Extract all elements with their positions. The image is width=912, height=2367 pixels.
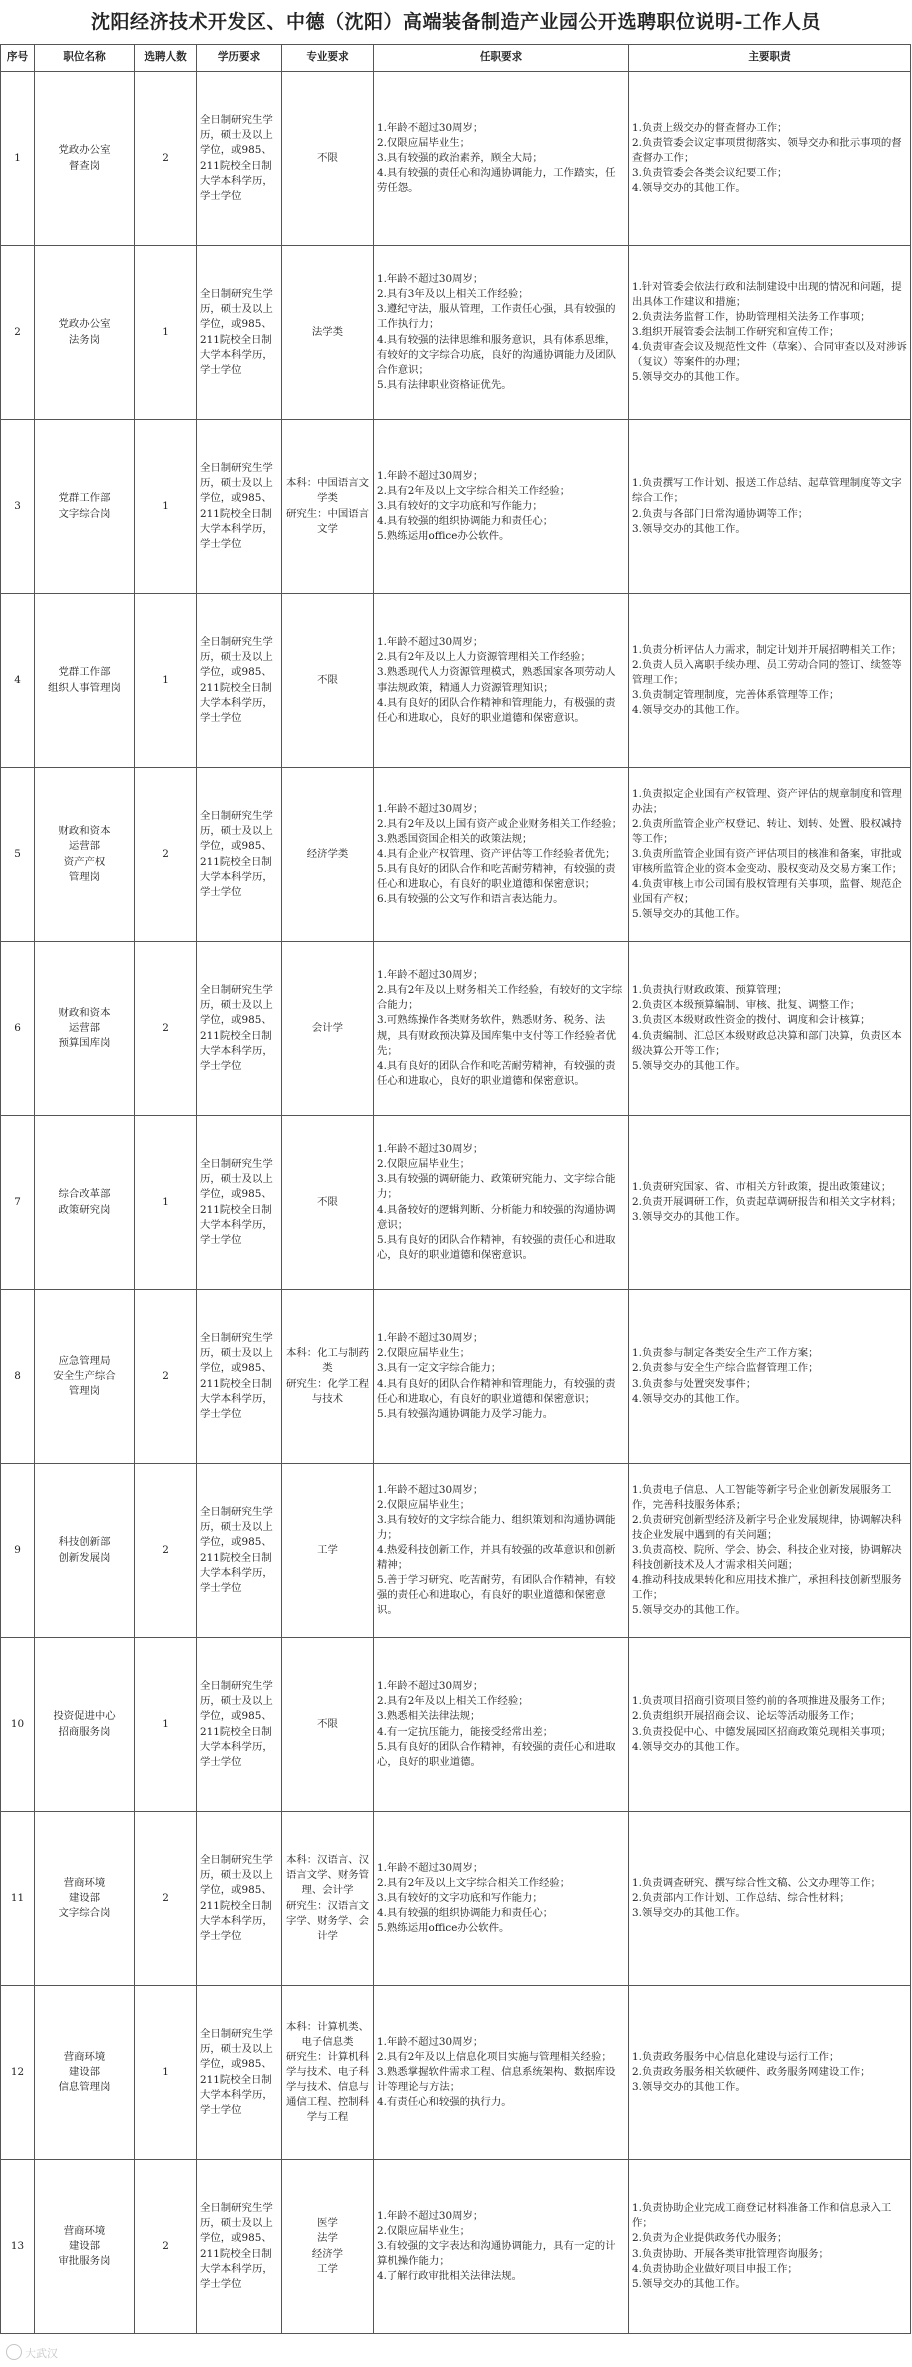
main-duties: 1.负责撰写工作计划、报送工作总结、起草管理制度等文字综合工作； 2.负责与各部门日常沟通协调等工作； 3.领导交办的其他工作。	[629, 420, 911, 594]
table-row	[1, 246, 911, 420]
header-no: 序号	[1, 45, 35, 72]
hire-count: 2	[135, 72, 197, 246]
position-name: 财政和资本 运营部 资产产权 管理岗	[35, 768, 135, 942]
hire-count: 2	[135, 1812, 197, 1986]
job-requirements: 1.年龄不超过30周岁； 2.具有2年及以上相关工作经验； 3.熟悉相关法律法规； 4.有一定抗压能力，能接受经常出差； 5.具有良好的团队合作精神，有较强的责任心和进取心，良好的职业道德。	[374, 1638, 629, 1812]
hire-count: 1	[135, 246, 197, 420]
education-requirement: 全日制研究生学历，硕士及以上学位，或985、211院校全日制大学本科学历，学士学位	[197, 1986, 282, 2160]
education-requirement: 全日制研究生学历，硕士及以上学位，或985、211院校全日制大学本科学历，学士学位	[197, 72, 282, 246]
major-requirement: 工学	[282, 1464, 374, 1638]
row-number: 8	[1, 1290, 35, 1464]
major-requirement: 医学 法学 经济学 工学	[282, 2160, 374, 2334]
table-row	[1, 594, 911, 768]
major-requirement: 会计学	[282, 942, 374, 1116]
header-count: 选聘人数	[135, 45, 197, 72]
major-requirement: 不限	[282, 594, 374, 768]
major-requirement: 不限	[282, 1116, 374, 1290]
job-requirements: 1.年龄不超过30周岁； 2.仅限应届毕业生； 3.具有较强的调研能力、政策研究能力、文字综合能力； 4.具备较好的逻辑判断、分析能力和较强的沟通协调意识； 5.具有良好的团队合作精神，有较强的责任心和进取心，良好的职业道德和保密意识。	[374, 1116, 629, 1290]
row-number: 6	[1, 942, 35, 1116]
row-number: 9	[1, 1464, 35, 1638]
table-row	[1, 1638, 911, 1812]
position-name: 财政和资本 运营部 预算国库岗	[35, 942, 135, 1116]
job-requirements: 1.年龄不超过30周岁； 2.具有2年及以上文字综合相关工作经验； 3.具有较好的文字功底和写作能力； 4.具有较强的组织协调能力和责任心； 5.熟练运用office办公软件。	[374, 1812, 629, 1986]
table-header-row	[1, 45, 911, 72]
major-requirement: 不限	[282, 72, 374, 246]
education-requirement: 全日制研究生学历，硕士及以上学位，或985、211院校全日制大学本科学历，学士学位	[197, 1812, 282, 1986]
main-duties: 1.负责上级交办的督查督办工作； 2.负责管委会议定事项贯彻落实、领导交办和批示事项的督查督办工作； 3.负责管委会各类会议纪要工作； 4.领导交办的其他工作。	[629, 72, 911, 246]
education-requirement: 全日制研究生学历，硕士及以上学位，或985、211院校全日制大学本科学历，学士学位	[197, 594, 282, 768]
position-table	[0, 44, 911, 2334]
job-requirements: 1.年龄不超过30周岁； 2.具有2年及以上人力资源管理相关工作经验； 3.熟悉现代人力资源管理模式，熟悉国家各项劳动人事法规政策，精通人力资源管理知识； 4.具有良好的团队合作精神和管理能力，有极强的责任心和进取心，良好的职业道德和保密意识。	[374, 594, 629, 768]
job-requirements: 1.年龄不超过30周岁； 2.仅限应届毕业生； 3.具有较好的文字综合能力、组织策划和沟通协调能力； 4.热爱科技创新工作，并具有较强的改革意识和创新精神； 5.善于学习研究、吃苦耐劳，有团队合作精神，有较强的责任心和进取心，有良好的职业道德和保密意识。	[374, 1464, 629, 1638]
position-name: 综合改革部 政策研究岗	[35, 1116, 135, 1290]
header-requirements: 任职要求	[374, 45, 629, 72]
job-requirements: 1.年龄不超过30周岁； 2.具有2年及以上信息化项目实施与管理相关经验； 3.熟悉掌握软件需求工程、信息系统架构、数据库设计等理论与方法； 4.有责任心和较强的执行力。	[374, 1986, 629, 2160]
main-duties: 1.负责研究国家、省、市相关方针政策，提出政策建议； 2.负责开展调研工作，负责起草调研报告和相关文字材料； 3.领导交办的其他工作。	[629, 1116, 911, 1290]
education-requirement: 全日制研究生学历，硕士及以上学位，或985、211院校全日制大学本科学历，学士学位	[197, 1638, 282, 1812]
hire-count: 2	[135, 768, 197, 942]
watermark: 大武汉	[6, 2344, 58, 2361]
main-duties: 1.负责协助企业完成工商登记材料准备工作和信息录入工作； 2.负责为企业提供政务代办服务； 3.负责协助、开展各类审批管理咨询服务； 4.负责协助企业做好项目申报工作； 5.领导交办的其他工作。	[629, 2160, 911, 2334]
row-number: 2	[1, 246, 35, 420]
main-duties: 1.负责拟定企业国有产权管理、资产评估的规章制度和管理办法； 2.负责所监管企业产权登记、转让、划转、处置、股权减持等工作； 3.负责所监管企业国有资产评估项目的核准和备案，审批或审核所监管企业的资本金变动、股权变动及交易方案工作； 4.负责审核上市公司国有股权管理有关事项，监督、规范企业国有产权； 5.领导交办的其他工作。	[629, 768, 911, 942]
main-duties: 1.针对管委会依法行政和法制建设中出现的情况和问题，提出具体工作建议和措施； 2.负责法务监督工作，协助管理相关法务工作事项； 3.组织开展管委会法制工作研究和宣传工作； 4.负责审查会议及规范性文件（草案）、合同审查以及对涉诉（复议）等案件的办理； 5.领导交办的其他工作。	[629, 246, 911, 420]
job-requirements: 1.年龄不超过30周岁； 2.仅限应届毕业生； 3.具有较强的政治素养，顾全大局； 4.具有较强的责任心和沟通协调能力，工作踏实，任劳任怨。	[374, 72, 629, 246]
major-requirement: 本科：中国语言文学类 研究生：中国语言文学	[282, 420, 374, 594]
hire-count: 2	[135, 942, 197, 1116]
position-name: 应急管理局 安全生产综合 管理岗	[35, 1290, 135, 1464]
education-requirement: 全日制研究生学历，硕士及以上学位，或985、211院校全日制大学本科学历，学士学位	[197, 2160, 282, 2334]
row-number: 10	[1, 1638, 35, 1812]
row-number: 12	[1, 1986, 35, 2160]
hire-count: 1	[135, 594, 197, 768]
job-requirements: 1.年龄不超过30周岁； 2.具有3年及以上相关工作经验； 3.遵纪守法，服从管理，工作责任心强，具有较强的工作执行力； 4.具有较强的法律思维和服务意识，具有体系思维，有较好的文字综合功底，良好的沟通协调能力及团队合作意识； 5.具有法律职业资格证优先。	[374, 246, 629, 420]
main-duties: 1.负责调查研究、撰写综合性文稿、公文办理等工作； 2.负责部内工作计划、工作总结、综合性材料； 3.领导交办的其他工作。	[629, 1812, 911, 1986]
position-name: 营商环境 建设部 审批服务岗	[35, 2160, 135, 2334]
table-row	[1, 1116, 911, 1290]
education-requirement: 全日制研究生学历，硕士及以上学位，或985、211院校全日制大学本科学历，学士学位	[197, 942, 282, 1116]
job-requirements: 1.年龄不超过30周岁； 2.仅限应届毕业生； 3.有较强的文字表达和沟通协调能力，具有一定的计算机操作能力； 4.了解行政审批相关法律法规。	[374, 2160, 629, 2334]
row-number: 1	[1, 72, 35, 246]
education-requirement: 全日制研究生学历，硕士及以上学位，或985、211院校全日制大学本科学历，学士学位	[197, 768, 282, 942]
main-duties: 1.负责分析评估人力需求，制定计划并开展招聘相关工作； 2.负责人员入离职手续办理、员工劳动合同的签订、续签等管理工作； 3.负责制定管理制度，完善体系管理等工作； 4.领导交办的其他工作。	[629, 594, 911, 768]
table-row	[1, 1812, 911, 1986]
position-name: 党政办公室 法务岗	[35, 246, 135, 420]
row-number: 11	[1, 1812, 35, 1986]
major-requirement: 经济学类	[282, 768, 374, 942]
table-row	[1, 420, 911, 594]
table-row	[1, 1986, 911, 2160]
education-requirement: 全日制研究生学历，硕士及以上学位，或985、211院校全日制大学本科学历，学士学位	[197, 420, 282, 594]
row-number: 4	[1, 594, 35, 768]
major-requirement: 本科：汉语言、汉语言文学、财务管理、会计学 研究生：汉语言文字学、财务学、会计学	[282, 1812, 374, 1986]
major-requirement: 本科：计算机类、电子信息类 研究生：计算机科学与技术、电子科学与技术、信息与通信工程、控制科学与工程	[282, 1986, 374, 2160]
table-row	[1, 942, 911, 1116]
row-number: 5	[1, 768, 35, 942]
education-requirement: 全日制研究生学历，硕士及以上学位，或985、211院校全日制大学本科学历，学士学位	[197, 1464, 282, 1638]
header-duties: 主要职责	[629, 45, 911, 72]
education-requirement: 全日制研究生学历，硕士及以上学位，或985、211院校全日制大学本科学历，学士学位	[197, 246, 282, 420]
row-number: 13	[1, 2160, 35, 2334]
education-requirement: 全日制研究生学历，硕士及以上学位，或985、211院校全日制大学本科学历，学士学位	[197, 1290, 282, 1464]
position-name: 营商环境 建设部 文字综合岗	[35, 1812, 135, 1986]
position-name: 党政办公室 督查岗	[35, 72, 135, 246]
hire-count: 1	[135, 1116, 197, 1290]
job-requirements: 1.年龄不超过30周岁； 2.具有2年及以上国有资产或企业财务相关工作经验； 3.熟悉国资国企相关的政策法规； 4.具有企业产权管理、资产评估等工作经验者优先； 5.具有良好的团队合作和吃苦耐劳精神，有较强的责任心和进取心，有良好的职业道德和保密意识； 6.具有较强的公文写作和语言表达能力。	[374, 768, 629, 942]
table-row	[1, 768, 911, 942]
row-number: 3	[1, 420, 35, 594]
main-duties: 1.负责参与制定各类安全生产工作方案； 2.负责参与安全生产综合监督管理工作； 3.负责参与处置突发事件； 4.领导交办的其他工作。	[629, 1290, 911, 1464]
education-requirement: 全日制研究生学历，硕士及以上学位，或985、211院校全日制大学本科学历，学士学位	[197, 1116, 282, 1290]
job-requirements: 1.年龄不超过30周岁； 2.具有2年及以上财务相关工作经验，有较好的文字综合能力； 3.可熟练操作各类财务软件，熟悉财务、税务、法规，具有财政预决算及国库集中支付等工作经验者优先； 4.具有良好的团队合作和吃苦耐劳精神，有较强的责任心和进取心，良好的职业道德和保密意识。	[374, 942, 629, 1116]
major-requirement: 本科：化工与制药类 研究生：化学工程与技术	[282, 1290, 374, 1464]
major-requirement: 不限	[282, 1638, 374, 1812]
main-duties: 1.负责电子信息、人工智能等新字号企业创新发展服务工作，完善科技服务体系； 2.负责研究创新型经济及新字号企业发展规律，协调解决科技企业发展中遇到的有关问题； 3.负责高校、院所、学会、协会、科技企业对接，协调解决科技创新技术及人才需求相关问题； 4.推动科技成果转化和应用技术推广，承担科技创新型服务工作； 5.领导交办的其他工作。	[629, 1464, 911, 1638]
watermark-logo-icon	[6, 2344, 22, 2360]
hire-count: 1	[135, 1638, 197, 1812]
main-duties: 1.负责政务服务中心信息化建设与运行工作； 2.负责政务服务相关软硬件、政务服务网建设工作； 3.领导交办的其他工作。	[629, 1986, 911, 2160]
hire-count: 2	[135, 1290, 197, 1464]
hire-count: 1	[135, 1986, 197, 2160]
header-education: 学历要求	[197, 45, 282, 72]
hire-count: 1	[135, 420, 197, 594]
document-title: 沈阳经济技术开发区、中德（沈阳）高端装备制造产业园公开选聘职位说明-工作人员	[91, 11, 821, 33]
main-duties: 1.负责执行财政政策、预算管理； 2.负责区本级预算编制、审核、批复、调整工作； 3.负责区本级财政性资金的拨付、调度和会计核算； 4.负责编制、汇总区本级财政总决算和部门决算，负责区本级决算公开等工作； 5.领导交办的其他工作。	[629, 942, 911, 1116]
table-row	[1, 1290, 911, 1464]
position-name: 投资促进中心 招商服务岗	[35, 1638, 135, 1812]
main-duties: 1.负责项目招商引资项目签约前的各项推进及服务工作； 2.负责组织开展招商会议、论坛等活动服务工作； 3.负责投促中心、中德发展园区招商政策兑现相关事项； 4.领导交办的其他工作。	[629, 1638, 911, 1812]
job-requirements: 1.年龄不超过30周岁； 2.具有2年及以上文字综合相关工作经验； 3.具有较好的文字功底和写作能力； 4.具有较强的组织协调能力和责任心； 5.熟练运用office办公软件。	[374, 420, 629, 594]
header-major: 专业要求	[282, 45, 374, 72]
major-requirement: 法学类	[282, 246, 374, 420]
hire-count: 2	[135, 1464, 197, 1638]
hire-count: 2	[135, 2160, 197, 2334]
table-row	[1, 2160, 911, 2334]
position-name: 营商环境 建设部 信息管理岗	[35, 1986, 135, 2160]
job-requirements: 1.年龄不超过30周岁； 2.仅限应届毕业生； 3.具有一定文字综合能力； 4.具有良好的团队合作精神和管理能力，有较强的责任心和进取心，有良好的职业道德和保密意识； 5.具有较强沟通协调能力及学习能力。	[374, 1290, 629, 1464]
table-row	[1, 72, 911, 246]
header-position: 职位名称	[35, 45, 135, 72]
row-number: 7	[1, 1116, 35, 1290]
table-row	[1, 1464, 911, 1638]
position-name: 党群工作部 文字综合岗	[35, 420, 135, 594]
position-name: 党群工作部 组织人事管理岗	[35, 594, 135, 768]
position-name: 科技创新部 创新发展岗	[35, 1464, 135, 1638]
